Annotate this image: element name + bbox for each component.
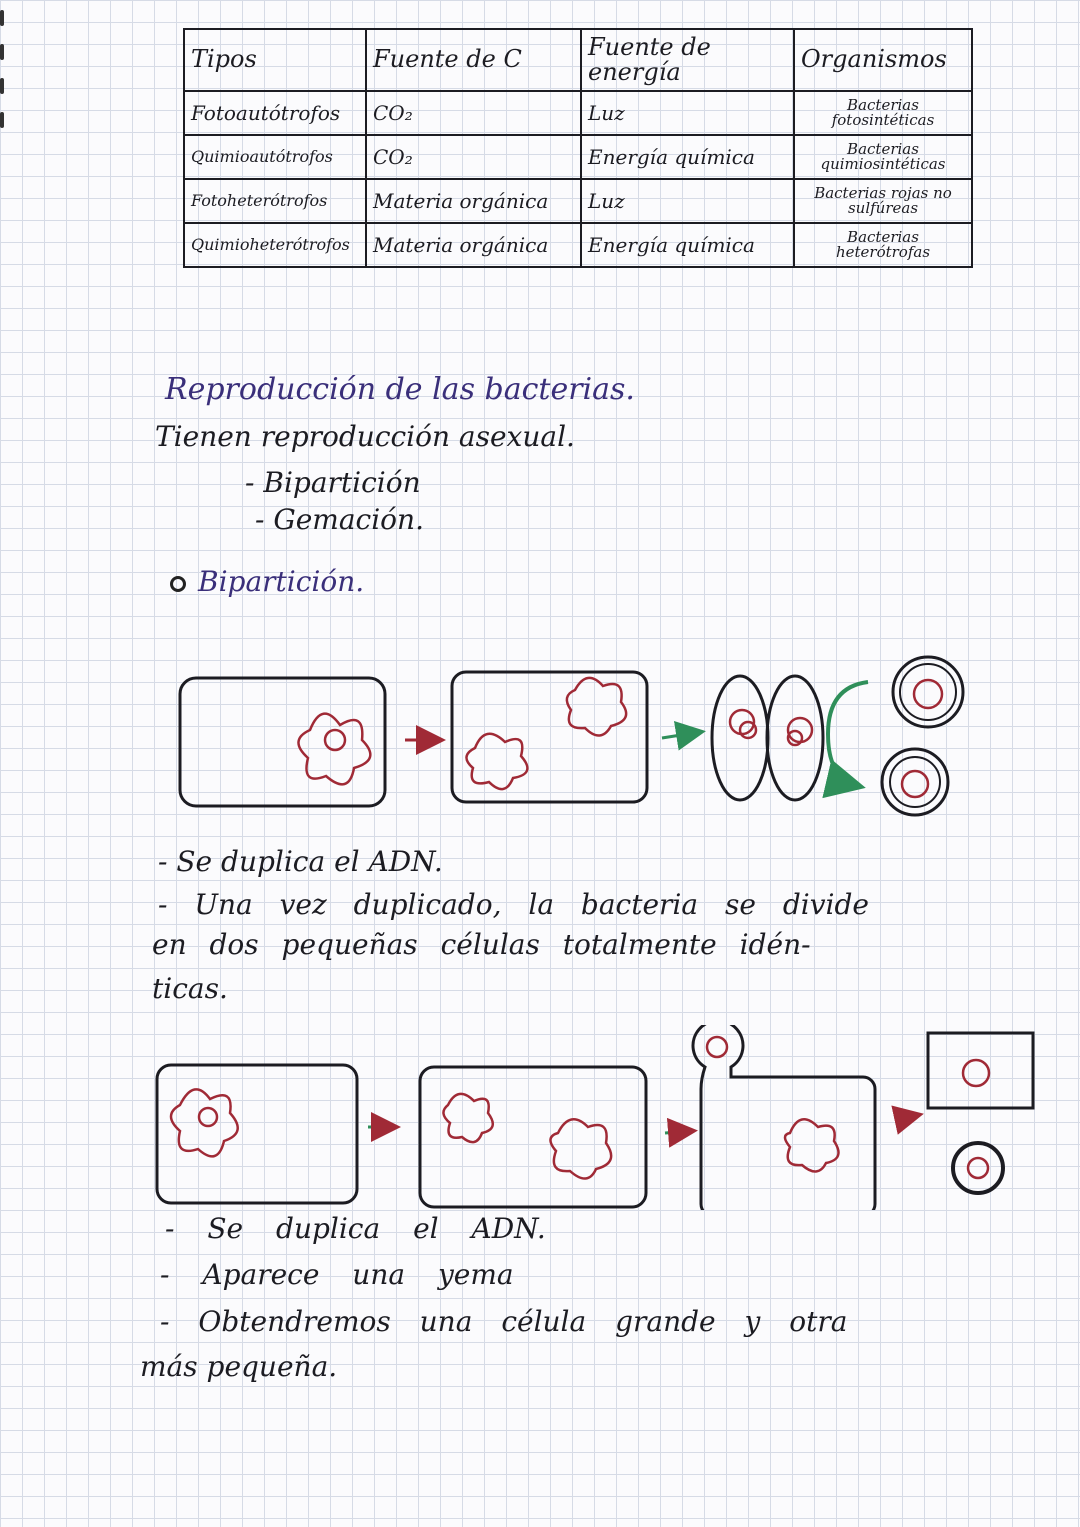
table-cell: Fotoheterótrofos xyxy=(184,179,366,223)
method-item: - Gemación. xyxy=(255,503,424,536)
dna-tangle xyxy=(963,1060,989,1086)
dna-tangle xyxy=(443,1094,611,1179)
header-energy-source: Fuente de energía xyxy=(581,29,794,91)
budding-note: - Aparece una yema xyxy=(160,1258,514,1291)
arrow-icon xyxy=(895,1115,918,1120)
table-cell: Quimioautótrofos xyxy=(184,135,366,179)
daughter-cell xyxy=(882,749,948,815)
method-item: - Bipartición xyxy=(245,466,421,499)
dna-tangle xyxy=(914,680,942,708)
daughter-cell xyxy=(900,664,956,720)
bullet-icon xyxy=(170,576,186,592)
table-cell: Materia orgánica xyxy=(366,223,581,267)
table-row xyxy=(184,223,972,267)
binder-ring xyxy=(0,112,4,128)
arrow-icon xyxy=(665,1131,692,1133)
dna-tangle xyxy=(466,678,626,789)
dna-tangle xyxy=(968,1158,988,1178)
bipartition-note: - Una vez duplicado, la bacteria se divide xyxy=(158,888,869,921)
table-cell: CO₂ xyxy=(366,91,581,135)
dna-tangle xyxy=(707,1037,727,1057)
small-daughter-cell xyxy=(953,1143,1003,1193)
dna-tangle xyxy=(298,714,370,785)
table-cell: Energía química xyxy=(581,135,794,179)
binder-ring xyxy=(0,10,4,26)
table-cell: Fotoautótrofos xyxy=(184,91,366,135)
table-cell: Energía química xyxy=(581,223,794,267)
table-cell: Bacterias rojas no sulfúreas xyxy=(794,179,972,223)
split-arrow-icon xyxy=(828,682,868,786)
dna-tangle xyxy=(785,1119,839,1171)
table-row xyxy=(184,179,972,223)
binder-ring xyxy=(0,78,4,94)
table-cell: Bacterias fotosintéticas xyxy=(794,91,972,135)
nutrition-types-table xyxy=(183,28,973,268)
bipartition-note: en dos pequeñas células totalmente idén- xyxy=(152,928,811,961)
header-types: Tipos xyxy=(184,29,366,91)
table-row xyxy=(184,135,972,179)
dividing-cell xyxy=(712,676,768,800)
bipartition-heading xyxy=(170,565,364,598)
budding-note: - Obtendremos una célula grande y otra xyxy=(160,1305,848,1338)
bipartition-heading-label: Bipartición. xyxy=(198,565,365,598)
bacterium-cell xyxy=(180,678,385,806)
budding-note: más pequeña. xyxy=(140,1350,338,1383)
table-cell: Bacterias quimiosintéticas xyxy=(794,135,972,179)
table-cell: Quimioheterótrofos xyxy=(184,223,366,267)
intro-text: Tienen reproducción asexual. xyxy=(155,420,575,453)
arrow-icon xyxy=(662,732,700,738)
bipartition-note: ticas. xyxy=(152,972,228,1005)
dna-tangle xyxy=(730,710,812,745)
table-cell: Bacterias heterótrofas xyxy=(794,223,972,267)
budding-note: - Se duplica el ADN. xyxy=(165,1212,546,1245)
table-cell: Luz xyxy=(581,179,794,223)
bipartition-note: - Se duplica el ADN. xyxy=(158,845,443,878)
header-organisms: Organismos xyxy=(794,29,972,91)
dna-tangle xyxy=(171,1089,238,1156)
daughter-cell xyxy=(890,757,940,807)
dna-tangle xyxy=(902,771,928,797)
bipartition-diagram xyxy=(0,650,1080,830)
dividing-cell xyxy=(767,676,823,800)
section-title: Reproducción de las bacterias. xyxy=(165,372,635,407)
table-cell: Luz xyxy=(581,91,794,135)
daughter-cell xyxy=(893,657,963,727)
binder-ring xyxy=(0,44,4,60)
table-cell: CO₂ xyxy=(366,135,581,179)
header-carbon-source: Fuente de C xyxy=(366,29,581,91)
budding-diagram xyxy=(0,1025,1080,1210)
table-row xyxy=(184,91,972,135)
budding-cell xyxy=(693,1025,875,1210)
table-header-row xyxy=(184,29,972,91)
bacterium-cell xyxy=(157,1065,357,1203)
large-daughter-cell xyxy=(928,1033,1033,1108)
table-cell: Materia orgánica xyxy=(366,179,581,223)
